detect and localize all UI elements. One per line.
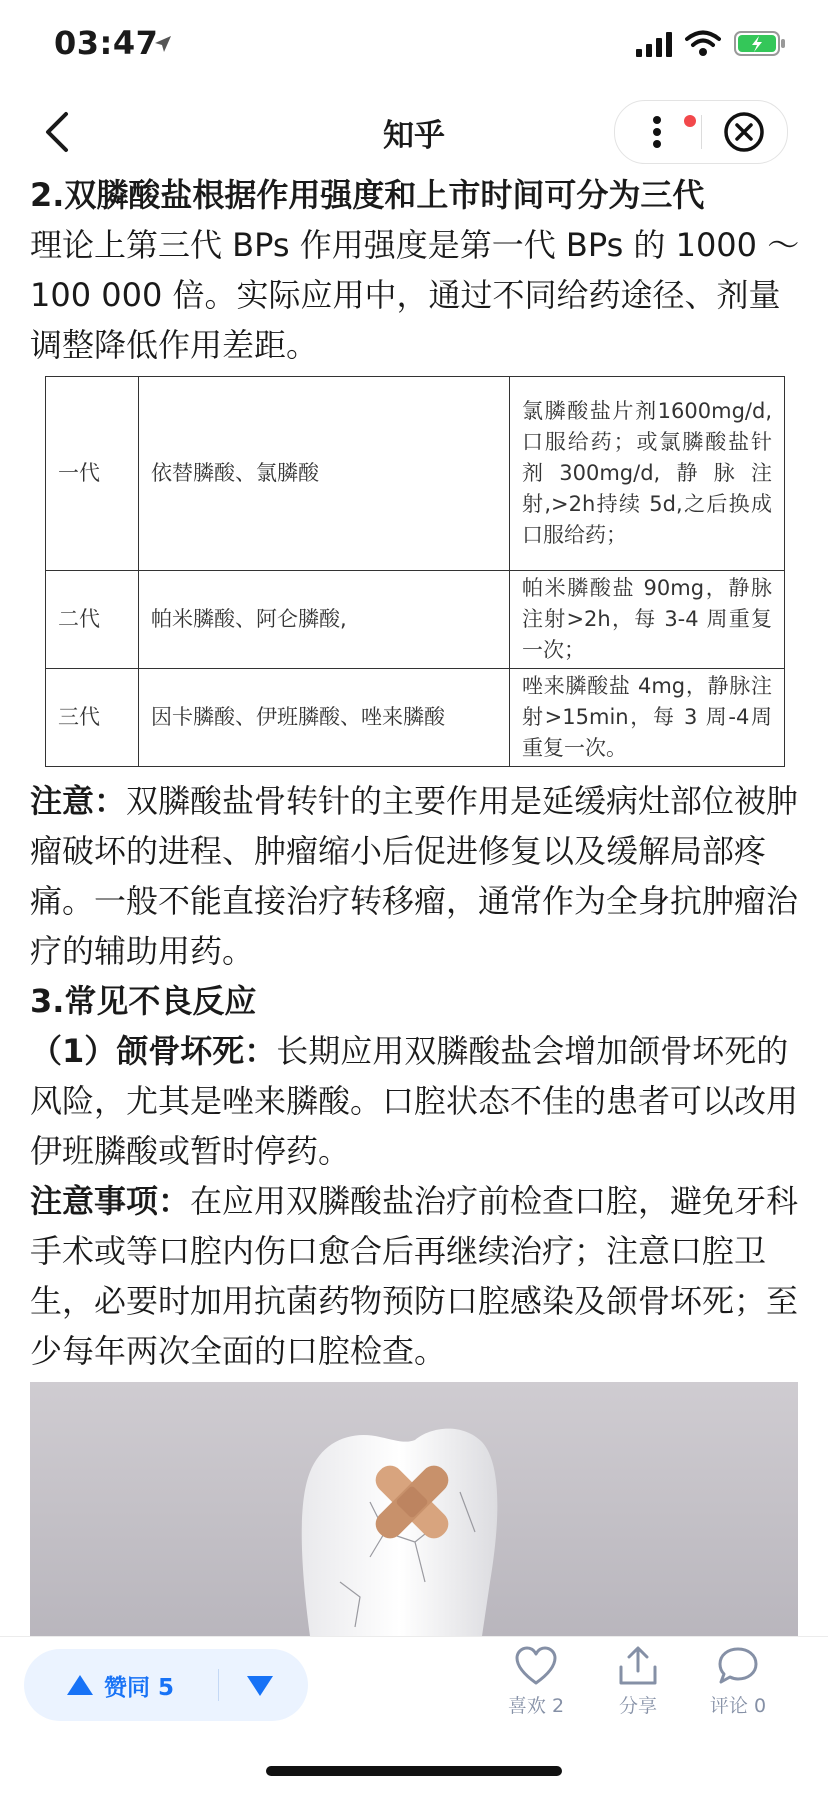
share-label: 分享 — [618, 1695, 657, 1717]
table-cell-drugs: 依替膦酸、氯膦酸 — [139, 377, 510, 571]
comment-bubble-icon — [716, 1645, 760, 1687]
upvote-button[interactable] — [24, 1649, 214, 1721]
more-vertical-icon — [629, 109, 685, 155]
note-label: 注意： — [30, 782, 127, 820]
notification-dot — [684, 115, 696, 127]
downvote-button[interactable] — [220, 1649, 308, 1721]
capsule-divider — [701, 115, 702, 149]
triangle-down-icon — [247, 1676, 273, 1696]
table-row — [46, 669, 785, 767]
precaution-label: 注意事项： — [30, 1182, 191, 1220]
cellular-signal-icon — [636, 32, 674, 58]
table-cell-dosage: 帕米膦酸盐 90mg，静脉注射>2h，每 3-4 周重复一次； — [510, 571, 785, 669]
like-label: 喜欢 2 — [507, 1695, 565, 1717]
page-title: 知乎 — [383, 118, 445, 154]
upvote-label: 赞同 5 — [104, 1675, 175, 1701]
close-circle-icon — [720, 109, 768, 155]
table-cell-dosage: 氯膦酸盐片剂1600mg/d,口服给药；或氯膦酸盐针剂300mg/d,静脉注射,>2h持续 5d,之后换成口服给药； — [510, 377, 785, 571]
list-item — [30, 1026, 800, 1176]
share-button[interactable] — [590, 1645, 686, 1729]
tooth-illustration[interactable] — [30, 1382, 798, 1636]
item-text: 长期应用双膦酸盐会增加颌骨坏死的风险，尤其是唑来膦酸。口腔状态不佳的患者可以改用伊班膦酸或暂时停药。 — [30, 1032, 799, 1170]
wifi-icon — [685, 30, 721, 58]
bisphosphonate-generation-table — [45, 376, 785, 767]
note-paragraph — [30, 776, 800, 976]
comment-label: 评论 0 — [709, 1695, 767, 1717]
table-cell-drugs: 因卡膦酸、伊班膦酸、唑来膦酸 — [139, 669, 510, 767]
table-cell-dosage: 唑来膦酸盐 4mg，静脉注射>15min，每 3 周-4周重复一次。 — [510, 669, 785, 767]
status-time: 03:47 — [54, 24, 159, 62]
mini-program-capsule — [614, 100, 788, 164]
paragraph: 理论上第三代 BPs 作用强度是第一代 BPs 的 1000 ～ 100 000 倍。实际应用中，通过不同给药途径、剂量调整降低作用差距。 — [30, 226, 800, 364]
table-cell-drugs: 帕米膦酸、阿仑膦酸, — [139, 571, 510, 669]
tooth-bandage-image — [30, 1382, 798, 1636]
more-button[interactable] — [629, 109, 685, 155]
table-cell-generation: 一代 — [46, 377, 139, 571]
triangle-up-icon — [67, 1675, 93, 1695]
precaution-text: 在应用双膦酸盐治疗前检查口腔，避免牙科手术或等口腔内伤口愈合后再继续治疗；注意口腔卫生，必要时加用抗菌药物预防口腔感染及颌骨坏死；至少每年两次全面的口腔检查。 — [30, 1182, 799, 1370]
item-label: （1）颌骨坏死： — [30, 1032, 277, 1070]
section-heading: 3.常见不良反应 — [30, 982, 257, 1020]
article-content — [30, 170, 800, 370]
vote-divider — [218, 1669, 219, 1701]
status-bar — [0, 0, 828, 92]
article-content-lower — [30, 776, 800, 1376]
home-indicator[interactable] — [266, 1766, 562, 1776]
comment-button[interactable] — [690, 1645, 786, 1729]
note-text: 双膦酸盐骨转针的主要作用是延缓病灶部位被肿瘤破坏的进程、肿瘤缩小后促进修复以及缓解局部疼痛。一般不能直接治疗转移瘤，通常作为全身抗肿瘤治疗的辅助用药。 — [30, 782, 799, 970]
table-row — [46, 571, 785, 669]
close-button[interactable] — [720, 109, 768, 155]
section-heading: 2.双膦酸盐根据作用强度和上市时间可分为三代 — [30, 176, 705, 214]
heart-icon — [514, 1645, 558, 1687]
table-cell-generation: 三代 — [46, 669, 139, 767]
battery-charging-icon — [734, 30, 786, 58]
nav-bar — [0, 92, 828, 172]
table-row — [46, 377, 785, 571]
table-cell-generation: 二代 — [46, 571, 139, 669]
location-arrow-icon — [153, 34, 173, 54]
like-button[interactable] — [488, 1645, 584, 1729]
vote-pill — [24, 1649, 308, 1721]
precaution-paragraph — [30, 1176, 800, 1376]
share-icon — [616, 1645, 660, 1687]
